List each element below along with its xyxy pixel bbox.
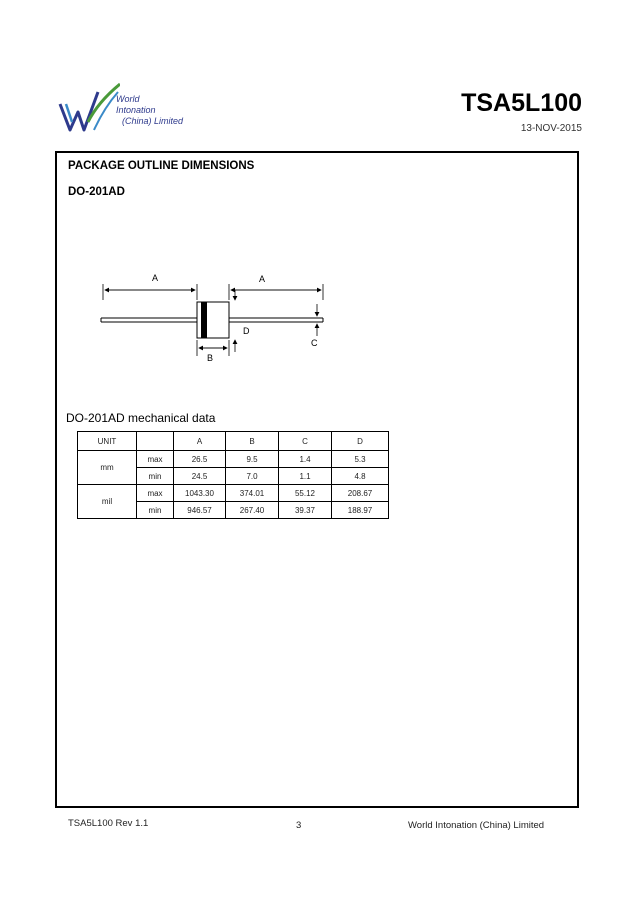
section-title: PACKAGE OUTLINE DIMENSIONS	[68, 160, 255, 172]
header-cell: A	[174, 432, 226, 451]
part-number: TSA5L100	[461, 89, 582, 117]
header-cell: D	[332, 432, 389, 451]
dim-label-a-right: A	[259, 274, 266, 284]
table-row	[78, 451, 389, 468]
limit-cell: max	[137, 451, 174, 468]
logo-line-1: World	[116, 94, 140, 104]
revision-date: 13-NOV-2015	[520, 123, 582, 134]
table-header-row	[78, 432, 389, 451]
footer-doc-id: TSA5L100 Rev 1.1	[68, 818, 149, 829]
table-cell: 267.40	[226, 502, 279, 519]
dim-label-b: B	[207, 353, 214, 363]
limit-cell: max	[137, 485, 174, 502]
table-cell: 946.57	[174, 502, 226, 519]
wi-logo-icon	[58, 82, 120, 134]
table-cell: 55.12	[279, 485, 332, 502]
unit-cell: mm	[78, 451, 137, 485]
mechanical-data-table	[77, 431, 389, 519]
table-caption: DO-201AD mechanical data	[66, 411, 216, 425]
table-cell: 208.67	[332, 485, 389, 502]
table-cell: 1043.30	[174, 485, 226, 502]
table-cell: 24.5	[174, 468, 226, 485]
table-cell: 9.5	[226, 451, 279, 468]
company-logo	[58, 82, 198, 132]
dim-label-c: C	[311, 338, 318, 348]
table-row	[78, 485, 389, 502]
outline-drawing	[95, 268, 335, 368]
table-cell: 4.8	[332, 468, 389, 485]
diode-body	[101, 302, 323, 338]
table-cell: 39.37	[279, 502, 332, 519]
table-cell: 26.5	[174, 451, 226, 468]
header-cell: C	[279, 432, 332, 451]
unit-cell: mil	[78, 485, 137, 519]
limit-cell: min	[137, 502, 174, 519]
footer-company: World Intonation (China) Limited	[408, 820, 545, 831]
table-cell: 1.1	[279, 468, 332, 485]
dim-label-d: D	[243, 326, 250, 336]
table-cell: 1.4	[279, 451, 332, 468]
limit-cell: min	[137, 468, 174, 485]
package-name: DO-201AD	[68, 186, 125, 198]
logo-line-3: (China) Limited	[122, 116, 184, 126]
table-cell: 7.0	[226, 468, 279, 485]
header-cell: UNIT	[78, 432, 137, 451]
dim-label-a-left: A	[152, 273, 159, 283]
header-cell	[137, 432, 174, 451]
table-cell: 374.01	[226, 485, 279, 502]
table-cell: 188.97	[332, 502, 389, 519]
logo-line-2: Intonation	[116, 105, 156, 115]
table-cell: 5.3	[332, 451, 389, 468]
footer-page-number: 3	[296, 820, 302, 831]
header-cell: B	[226, 432, 279, 451]
